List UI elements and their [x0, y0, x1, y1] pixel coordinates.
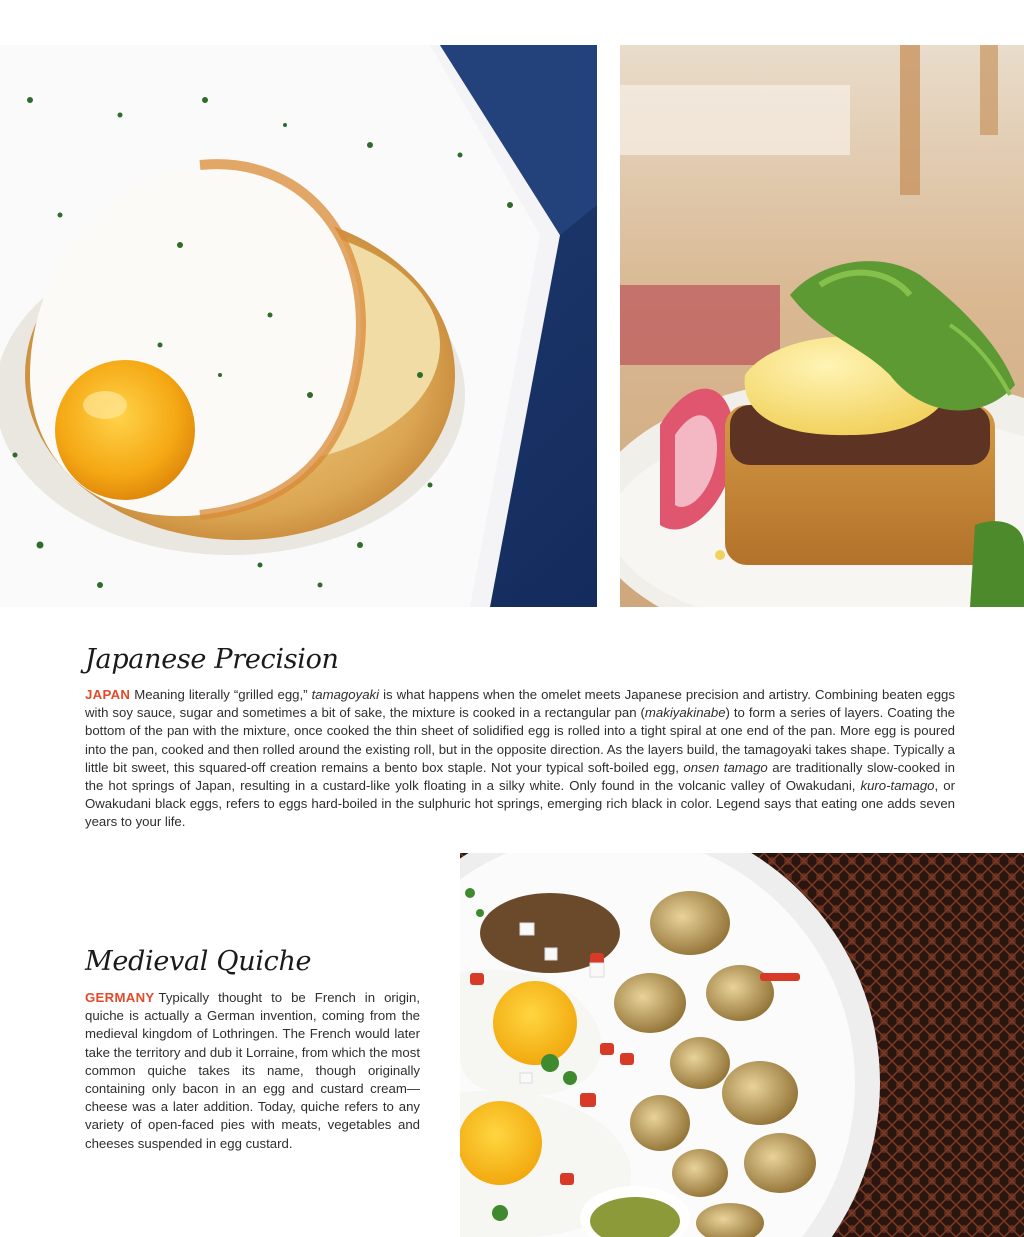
germany-section-body: [85, 989, 420, 1153]
croque-madame-photo: [0, 45, 597, 607]
breakfast-hash-photo: [460, 853, 1024, 1237]
eggs-benedict-photo: [620, 45, 1024, 607]
germany-body-text: Typically thought to be French in origin, quiche is actually a German invention, coming from the medieval kingdom of Lothringen. The French would later take the territory and dub it Lorraine, from which the most common quiche takes its name, though originally containing only bacon in an egg and custard cream—cheese was a later addition. Today, quiche refers to any variety of open-faced pies with meats, vegetables and cheeses suspended in egg custard.: [85, 990, 420, 1151]
germany-country-label: GERMANY: [85, 990, 155, 1005]
japan-section-heading: Japanese Precision: [85, 644, 339, 675]
italic-term: onsen tamago: [683, 759, 768, 775]
eggs-benedict-image: [620, 45, 1024, 607]
japan-section-body: [85, 686, 955, 832]
croque-madame-image: [0, 45, 597, 607]
italic-term: tamagoyaki: [311, 687, 380, 702]
italic-term: makiyakinabe: [644, 705, 726, 721]
japan-country-label: JAPAN: [85, 687, 131, 702]
germany-section-heading: Medieval Quiche: [85, 946, 312, 977]
japan-body-text: Meaning literally “grilled egg,” tamagoyaki is what happens when the omelet meets Japanese precision and artistry. Combining beaten eggs with soy sauce, sugar and sometimes a bit of sake, the mixture is cooked in a rectangular pan (makiyakinabe) to form a series of layers. Coating the bottom of the pan with the mixture, once cooked the thin sheet of solidified egg is rolled into a tight spiral at one end of the pan. More egg is poured into the pan, cooked and then rolled around the existing roll, but in the opposite direction. As the layers build, the tamagoyaki takes shape. Typically a little bit sweet, this squared-off creation remains a bento box staple. Not your typical soft-boiled egg, onsen tamago are traditionally slow-cooked in the hot springs of Japan, resulting in a custard-like yolk floating in a silky white. Only found in the volcanic valley of Owakudani, kuro-tamago, or Owakudani black eggs, refers to eggs hard-boiled in the sulphuric hot springs, emerging rich black in color. Legend says that eating one adds seven years to your life.: [85, 687, 955, 830]
italic-term: kuro-tamago: [860, 778, 935, 794]
breakfast-hash-image: [460, 853, 1024, 1237]
